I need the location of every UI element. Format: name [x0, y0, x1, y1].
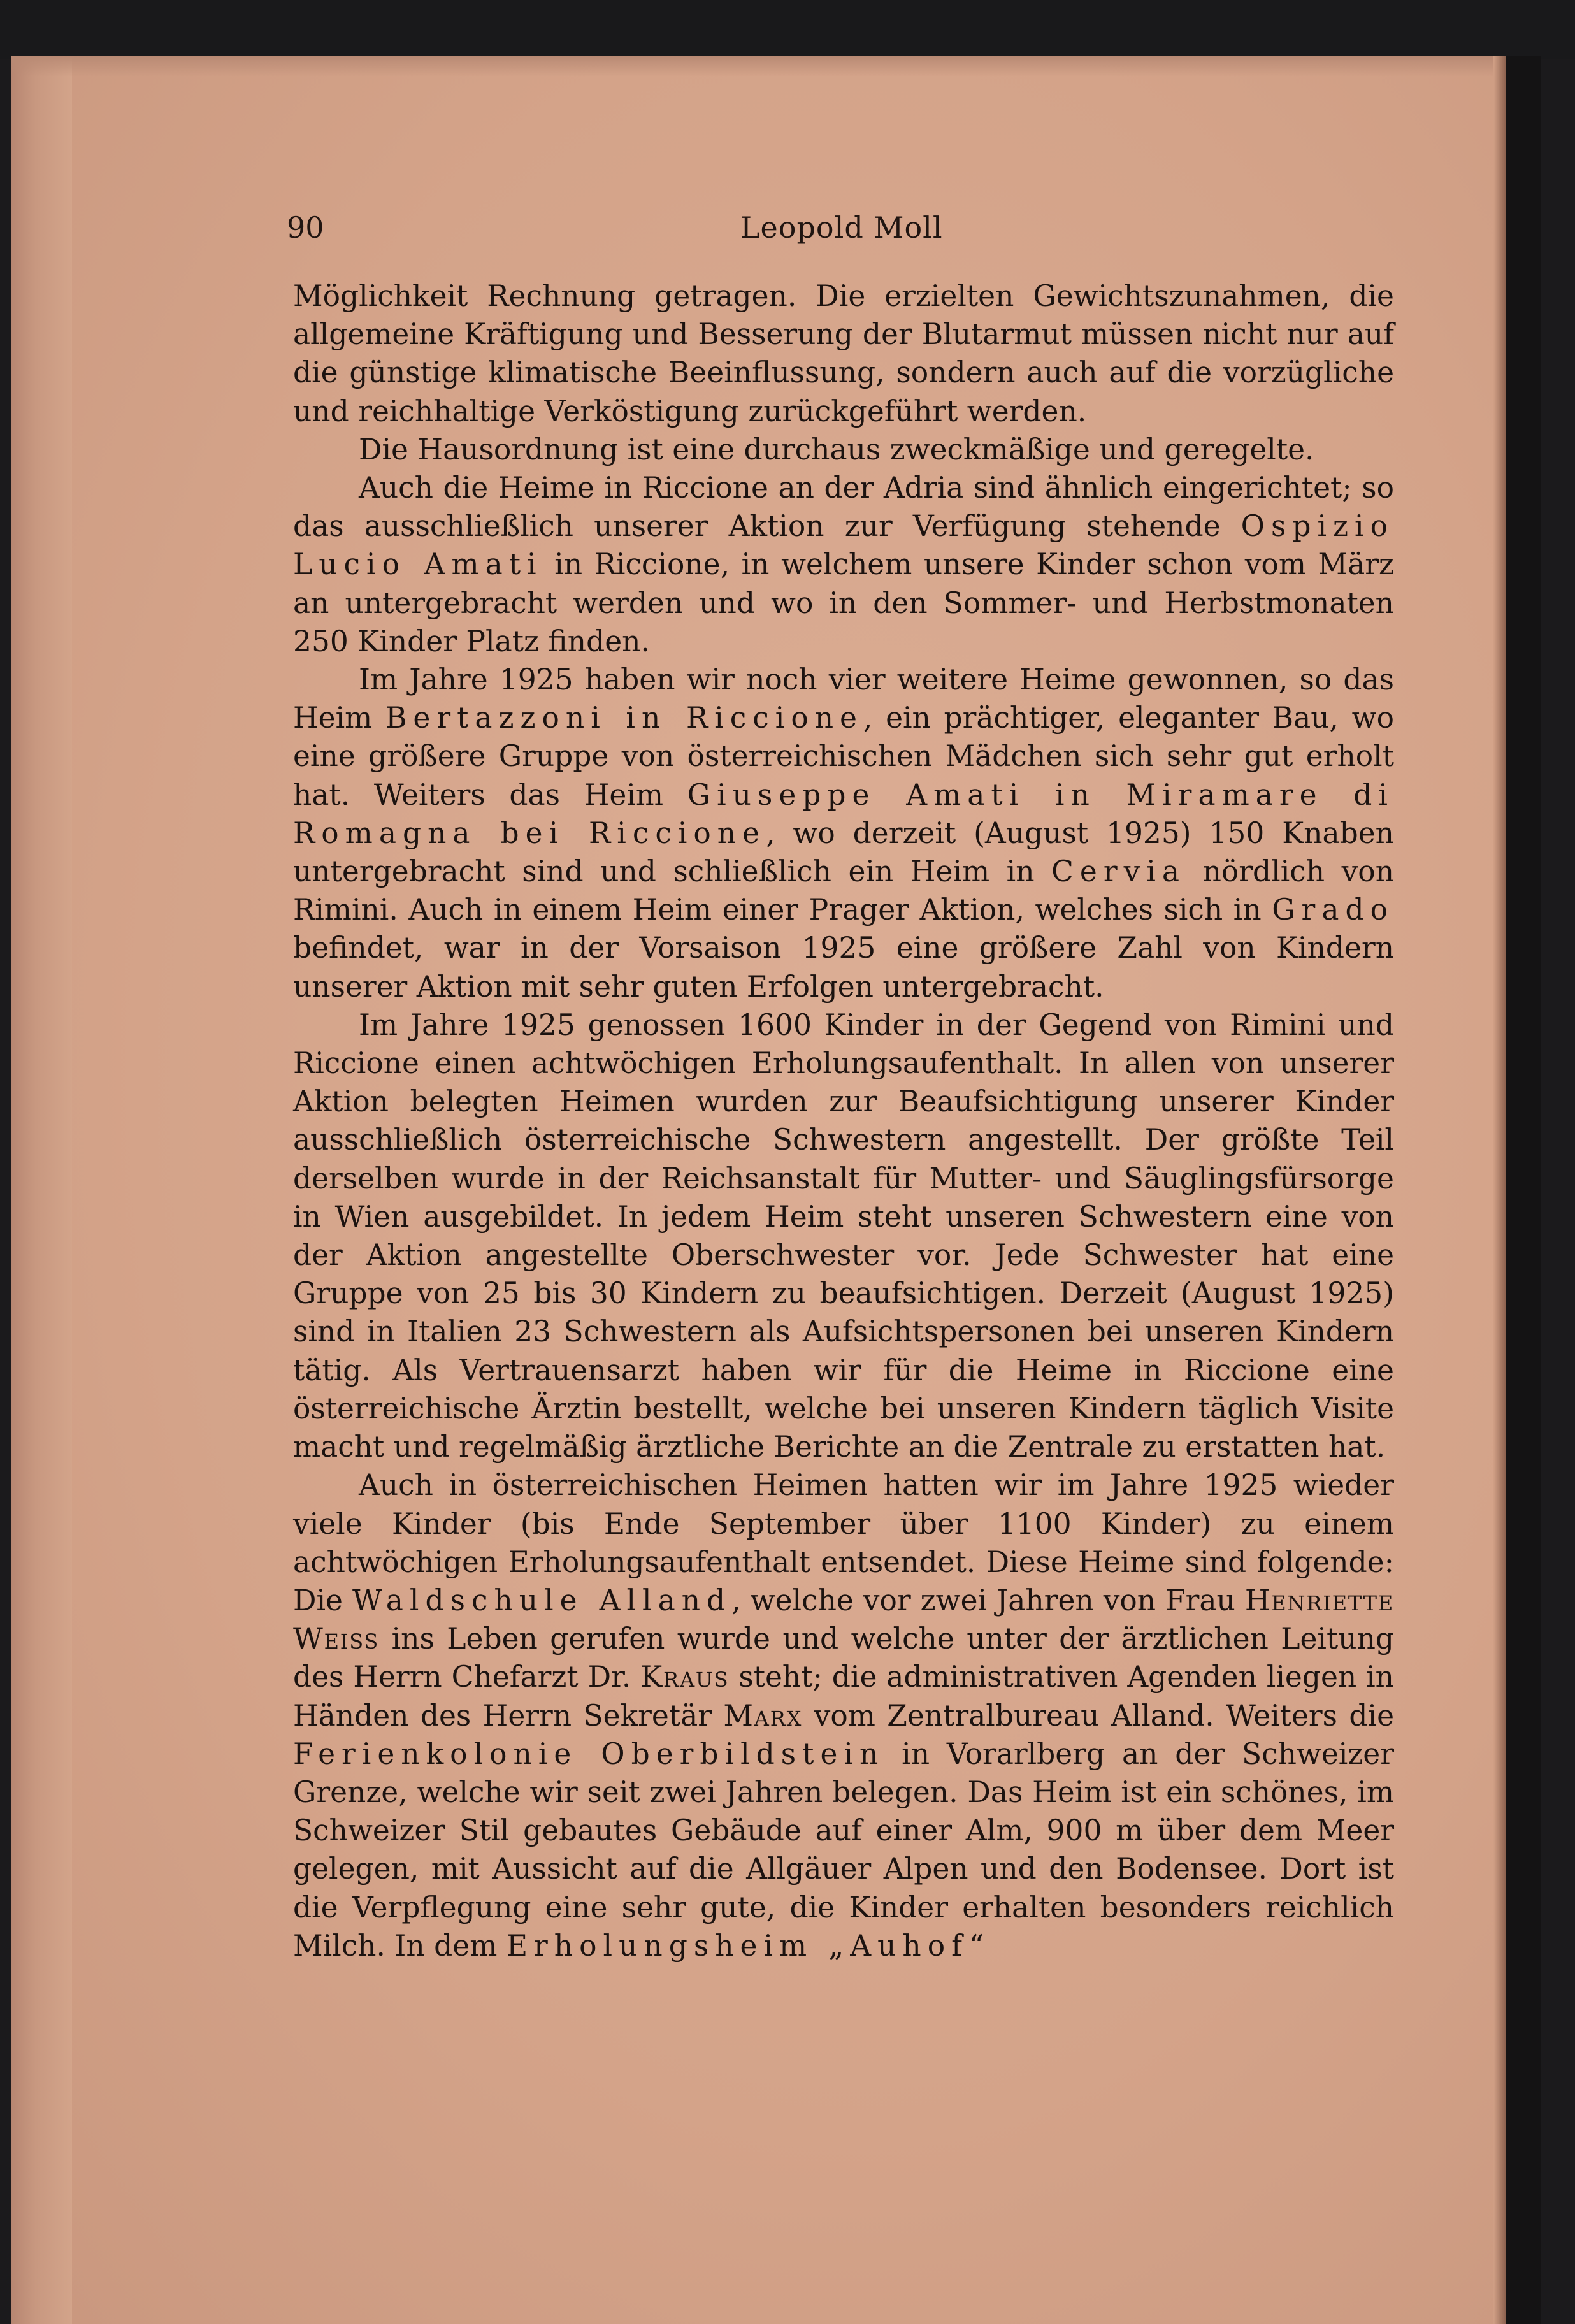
spaced-name: Ospizio Lucio Amati	[293, 509, 1394, 582]
page-number: 90	[287, 210, 324, 245]
spaced-name: Bertazzoni in Riccione	[385, 701, 863, 735]
paragraph-3	[293, 661, 1394, 1006]
text-run: Die Hausordnung ist eine durchaus zweckmäßige und geregelte.	[359, 432, 1314, 466]
text-run: Im Jahre 1925 haben wir noch vier weitere Heime gewonnen, so das Heim	[293, 663, 1394, 735]
spaced-name: Cervia	[1051, 855, 1186, 889]
text-run: in Riccione, in welchem unsere Kinder schon vom März an untergebracht werden und wo in den Sommer- und Herbstmonaten 250 Kinder Platz finden.	[293, 547, 1394, 658]
spaced-name: Waldschule Alland	[352, 1583, 732, 1617]
text-run: Auch die Heime in Riccione an der Adria sind ähnlich eingerichtet; so das ausschließlich unserer Aktion zur Verfügung stehende	[293, 471, 1394, 544]
paragraph-1	[293, 431, 1394, 469]
running-head	[0, 210, 1575, 255]
text-run: ins Leben gerufen wurde und welche unter der ärztlichen Leitung des Herrn Chefarzt Dr.	[293, 1622, 1394, 1694]
text-run: , welche vor zwei Jahren von Frau	[731, 1583, 1245, 1617]
page-edge-left	[11, 56, 72, 2324]
text-run: vom Zentralbureau Alland. Weiters die	[802, 1698, 1394, 1733]
paragraph-2	[293, 469, 1394, 661]
text-run: Möglichkeit Rechnung getragen. Die erzielten Gewichtszunahmen, die allgemeine Kräftigung und Besserung der Blutarmut müssen nicht nur auf die günstige klimatische Beeinflussung, sondern auch auf die vorzügliche und reichhaltige Verköstigung zurückgeführt werden.	[293, 279, 1394, 428]
text-run: befindet, war in der Vorsaison 1925 eine größere Zahl von Kindern unserer Aktion mit sehr guten Erfolgen untergebracht.	[293, 931, 1394, 1004]
text-run: steht; die administrativen Agenden liegen in Händen des Herrn Sekretär	[293, 1660, 1394, 1733]
text-run: in Vorarlberg an der Schweizer Grenze, welche wir seit zwei Jahren belegen. Das Heim ist ein schönes, im Schweizer Stil gebautes Gebäude auf einer Alm, 900 m über dem Meer gelegen, mit Aussicht auf die Allgäuer Alpen und den Bodensee. Dort ist die Verpflegung eine sehr gute, die Kinder erhalten besonders reichlich Milch. In dem	[293, 1736, 1394, 1963]
book-binding	[1506, 56, 1541, 2324]
text-run: nördlich von Rimini. Auch in einem Heim einer Prager Aktion, welches sich in	[293, 855, 1394, 927]
text-run: Auch in österreichischen Heimen hatten wir im Jahre 1925 wieder viele Kinder (bis Ende September über 1100 Kinder) zu einem achtwöchigen Erholungsaufenthalt entsendet. Diese Heime sind folgende: Die	[293, 1468, 1394, 1617]
text-run: Im Jahre 1925 genossen 1600 Kinder in der Gegend von Rimini und Riccione einen achtwöchigen Erholungsaufenthalt. In allen von unserer Aktion belegten Heimen wurden zur Beaufsichtigung unserer Kinder ausschließlich österreichische Schwestern angestellt. Der größte Teil derselben wurde in der Reichsanstalt für Mutter- und Säuglingsfürsorge in Wien ausgebildet. In jedem Heim steht unseren Schwestern eine von der Aktion angestellte Oberschwester vor. Jede Schwester hat eine Gruppe von 25 bis 30 Kindern zu beaufsichtigen. Derzeit (August 1925) sind in Italien 23 Schwestern als Aufsichtspersonen bei unseren Kindern tätig. Als Vertrauensarzt haben wir für die Heime in Riccione eine österreichische Ärztin bestellt, welche bei unseren Kindern täglich Visite macht und regelmäßig ärztliche Berichte an die Zentrale zu erstatten hat.	[293, 1007, 1394, 1464]
binding-shadow	[1493, 56, 1506, 2324]
small-caps-name: Marx	[723, 1698, 803, 1733]
paragraph-0	[293, 277, 1394, 431]
small-caps-name: Kraus	[640, 1660, 730, 1694]
paragraph-4	[293, 1006, 1394, 1466]
spaced-name: Grado	[1272, 893, 1394, 927]
scan-background-top	[0, 0, 1575, 59]
text-run: , ein prächtiger, eleganter Bau, wo eine größere Gruppe von österreichischen Mädchen sich sehr gut erholt hat. Weiters das Heim	[293, 701, 1394, 812]
spaced-name: Ferienkolonie Oberbildstein	[293, 1736, 885, 1771]
small-caps-name: Henriette Weiss	[293, 1583, 1394, 1656]
spaced-name: Erholungsheim „Auhof“	[506, 1928, 991, 1963]
running-title: Leopold Moll	[740, 210, 943, 245]
paragraph-5	[293, 1466, 1394, 1965]
page-shade-top	[11, 56, 1541, 76]
body-text	[293, 277, 1394, 1965]
spaced-name: Giuseppe Amati in Miramare di Romagna bei Riccione	[293, 777, 1394, 850]
text-run: , wo derzeit (August 1925) 150 Knaben untergebracht sind und schließlich ein Heim in	[293, 816, 1394, 889]
